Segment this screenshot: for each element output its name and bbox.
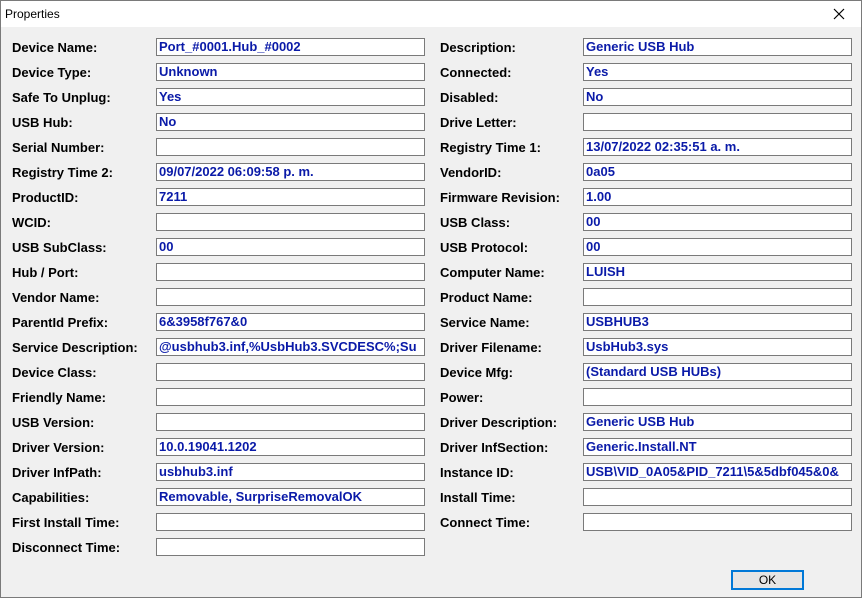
left-field-12[interactable] — [156, 338, 425, 356]
left-field-9[interactable] — [156, 263, 425, 281]
right-field-value-2: No — [586, 89, 604, 104]
left-label-12: Service Description: — [12, 340, 138, 355]
left-field-18[interactable] — [156, 488, 425, 506]
left-field-13[interactable] — [156, 363, 425, 381]
left-label-0: Device Name: — [12, 40, 98, 55]
window-title: Properties — [5, 7, 60, 21]
left-field-17[interactable] — [156, 463, 425, 481]
left-field-value-6: 7211 — [159, 189, 188, 204]
right-field-value-9: LUISH — [586, 264, 625, 279]
left-field-6[interactable] — [156, 188, 425, 206]
right-field-value-0: Generic USB Hub — [586, 39, 695, 54]
right-field-1[interactable] — [583, 63, 852, 81]
right-field-value-11: USBHUB3 — [586, 314, 649, 329]
right-field-13[interactable] — [583, 363, 852, 381]
right-field-3[interactable] — [583, 113, 852, 131]
right-label-8: USB Protocol: — [440, 240, 529, 255]
left-field-value-5: 09/07/2022 06:09:58 p. m. — [159, 164, 314, 179]
left-field-4[interactable] — [156, 138, 425, 156]
right-label-5: VendorID: — [440, 165, 502, 180]
left-label-19: First Install Time: — [12, 515, 120, 530]
right-field-value-13: (Standard USB HUBs) — [586, 364, 722, 379]
right-field-0[interactable] — [583, 38, 852, 56]
right-field-12[interactable] — [583, 338, 852, 356]
right-field-value-4: 13/07/2022 02:35:51 a. m. — [586, 139, 740, 154]
right-field-6[interactable] — [583, 188, 852, 206]
right-label-0: Description: — [440, 40, 516, 55]
left-label-1: Device Type: — [12, 65, 92, 80]
left-label-10: Vendor Name: — [12, 290, 100, 305]
left-label-15: USB Version: — [12, 415, 95, 430]
right-field-value-8: 00 — [586, 239, 601, 254]
right-field-16[interactable] — [583, 438, 852, 456]
left-field-3[interactable] — [156, 113, 425, 131]
right-field-2[interactable] — [583, 88, 852, 106]
left-field-value-0: Port_#0001.Hub_#0002 — [159, 39, 301, 54]
right-label-13: Device Mfg: — [440, 365, 513, 380]
left-field-value-2: Yes — [159, 89, 182, 104]
left-field-2[interactable] — [156, 88, 425, 106]
left-label-6: ProductID: — [12, 190, 79, 205]
right-label-10: Product Name: — [440, 290, 533, 305]
right-field-18[interactable] — [583, 488, 852, 506]
left-label-18: Capabilities: — [12, 490, 90, 505]
left-label-3: USB Hub: — [12, 115, 73, 130]
right-label-7: USB Class: — [440, 215, 511, 230]
right-label-17: Instance ID: — [440, 465, 514, 480]
left-label-17: Driver InfPath: — [12, 465, 102, 480]
right-field-11[interactable] — [583, 313, 852, 331]
left-field-5[interactable] — [156, 163, 425, 181]
right-label-4: Registry Time 1: — [440, 140, 541, 155]
right-field-5[interactable] — [583, 163, 852, 181]
right-label-1: Connected: — [440, 65, 512, 80]
left-field-1[interactable] — [156, 63, 425, 81]
left-label-20: Disconnect Time: — [12, 540, 121, 555]
right-field-value-5: 0a05 — [586, 164, 615, 179]
left-field-19[interactable] — [156, 513, 425, 531]
right-field-17[interactable] — [583, 463, 852, 481]
left-field-value-8: 00 — [159, 239, 174, 254]
right-label-3: Drive Letter: — [440, 115, 517, 130]
right-label-11: Service Name: — [440, 315, 530, 330]
left-field-value-1: Unknown — [159, 64, 218, 79]
left-label-8: USB SubClass: — [12, 240, 107, 255]
right-label-6: Firmware Revision: — [440, 190, 560, 205]
right-field-15[interactable] — [583, 413, 852, 431]
left-label-13: Device Class: — [12, 365, 97, 380]
left-field-value-3: No — [159, 114, 177, 129]
right-field-14[interactable] — [583, 388, 852, 406]
close-icon — [833, 8, 845, 20]
left-field-7[interactable] — [156, 213, 425, 231]
left-field-value-12: @usbhub3.inf,%UsbHub3.SVCDESC%;Su — [159, 339, 417, 354]
right-label-12: Driver Filename: — [440, 340, 542, 355]
close-button[interactable] — [817, 1, 861, 27]
right-label-18: Install Time: — [440, 490, 516, 505]
right-field-value-12: UsbHub3.sys — [586, 339, 669, 354]
left-field-value-11: 6&3958f767&0 — [159, 314, 248, 329]
title-bar — [1, 1, 861, 27]
left-field-20[interactable] — [156, 538, 425, 556]
right-field-value-16: Generic.Install.NT — [586, 439, 697, 454]
right-field-value-1: Yes — [586, 64, 609, 79]
ok-button[interactable]: OK — [731, 570, 804, 590]
right-label-19: Connect Time: — [440, 515, 531, 530]
left-field-14[interactable] — [156, 388, 425, 406]
right-label-9: Computer Name: — [440, 265, 545, 280]
left-field-0[interactable] — [156, 38, 425, 56]
right-field-8[interactable] — [583, 238, 852, 256]
left-label-2: Safe To Unplug: — [12, 90, 111, 105]
right-label-16: Driver InfSection: — [440, 440, 549, 455]
right-field-10[interactable] — [583, 288, 852, 306]
left-label-9: Hub / Port: — [12, 265, 79, 280]
right-field-19[interactable] — [583, 513, 852, 531]
right-field-value-7: 00 — [586, 214, 601, 229]
left-field-15[interactable] — [156, 413, 425, 431]
left-field-8[interactable] — [156, 238, 425, 256]
right-field-9[interactable] — [583, 263, 852, 281]
left-label-4: Serial Number: — [12, 140, 105, 155]
right-label-15: Driver Description: — [440, 415, 558, 430]
right-field-value-15: Generic USB Hub — [586, 414, 695, 429]
left-field-value-18: Removable, SurpriseRemovalOK — [159, 489, 363, 504]
left-label-14: Friendly Name: — [12, 390, 106, 405]
right-field-value-6: 1.00 — [586, 189, 612, 204]
left-field-value-17: usbhub3.inf — [159, 464, 233, 479]
left-field-11[interactable] — [156, 313, 425, 331]
right-field-value-17: USB\VID_0A05&PID_7211\5&5dbf045&0& — [586, 464, 839, 479]
left-field-16[interactable] — [156, 438, 425, 456]
left-field-value-16: 10.0.19041.1202 — [159, 439, 257, 454]
right-label-2: Disabled: — [440, 90, 499, 105]
left-label-5: Registry Time 2: — [12, 165, 113, 180]
right-field-4[interactable] — [583, 138, 852, 156]
left-label-7: WCID: — [12, 215, 51, 230]
right-field-7[interactable] — [583, 213, 852, 231]
left-field-10[interactable] — [156, 288, 425, 306]
right-label-14: Power: — [440, 390, 484, 405]
left-label-16: Driver Version: — [12, 440, 105, 455]
left-label-11: ParentId Prefix: — [12, 315, 109, 330]
